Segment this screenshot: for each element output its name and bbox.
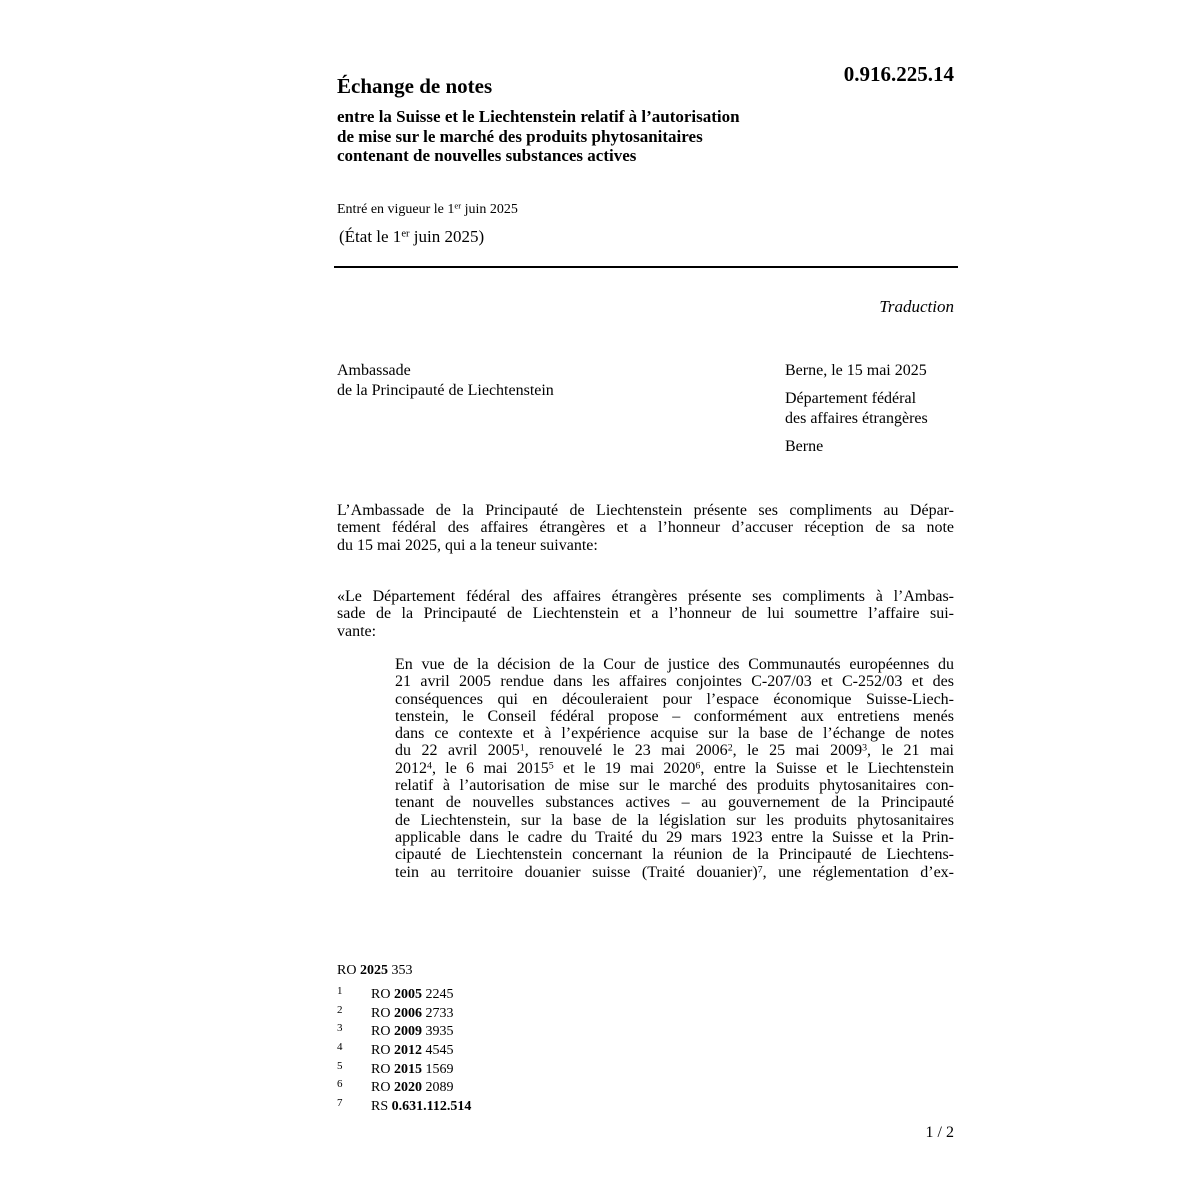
footnote-item: 1 RO 2005 2245 — [337, 985, 454, 1002]
footnote-ref[interactable]: 5 — [548, 760, 554, 772]
footnote-ref[interactable]: 3 — [862, 743, 868, 755]
official-compilation-reference: RO 2025 353 — [337, 963, 413, 978]
footnote-item: 5 RO 2015 1569 — [337, 1059, 454, 1077]
footnotes — [337, 984, 471, 1114]
recipient-department: Département fédéral des affaires étrangères — [785, 390, 928, 427]
document-subtitle — [337, 107, 837, 166]
paragraph-acknowledgement: L’Ambassade de la Principauté de Liechtenstein présente ses compliments au Dépar- tement fédéral des affaires étrangères et a l’honneur d’accuser réception de sa note du 15 mai 2025, qui a la teneur suivante: — [337, 502, 954, 554]
subtitle-line: entre la Suisse et le Liechtenstein relatif à l’autorisation — [337, 107, 740, 126]
sender-line: de la Principauté de Liechtenstein — [337, 382, 554, 399]
subtitle-line: contenant de nouvelles substances actives — [337, 146, 637, 165]
letter-date: Berne, le 15 mai 2025 — [785, 362, 927, 379]
sender-block — [337, 361, 554, 401]
footnote-ref[interactable]: 6 — [695, 760, 701, 772]
document-number: 0.916.225.14 — [843, 62, 954, 86]
footnote-item: 2 RO 2006 2733 — [337, 1003, 454, 1021]
footnote-item: 4 RO 2012 4545 — [337, 1040, 454, 1058]
footnote-item: 7 RS 0.631.112.514 — [337, 1096, 472, 1114]
page-number: 1 / 2 — [925, 1124, 954, 1141]
translation-label: Traduction — [879, 297, 954, 316]
footnote-item: 3 RO 2009 3935 — [337, 1022, 454, 1040]
recipient-city: Berne — [785, 438, 824, 455]
entry-into-force: Entré en vigueur le 1er juin 2025 — [337, 200, 518, 217]
header-divider — [334, 266, 958, 268]
subtitle-line: de mise sur le marché des produits phytosanitaires — [337, 126, 703, 146]
document-title: Échange de notes — [337, 74, 493, 98]
footnote-ref[interactable]: 4 — [427, 760, 432, 772]
paragraph-indented-proposal: En vue de la décision de la Cour de justice des Communautés européennes du 21 avril 2005 rendue dans les affaires conjointes C-207/03 et C-252/03 et des conséquences qui en découleraient pour l’espace économique Suisse-Liech- tenstein, le Conseil fédéral propose – conformément aux entretiens menés dans ce contexte et à l’expérience acquise sur la base de l’échange de notes du 22 avril 2005$^1$, renouvelé le 23 mai 2006$^2$, le 25 mai 2009$^3$, le 21 mai 2012$^4$, le 6 mai 2015$^5$ et le 19 mai 2020$^6$, entre la Suisse et le Liechtenstein relatif à l’autorisation de mise sur le marché des produits phytosanitaires con- tenant de nouvelles substances actives – au gouvernement de la Principauté de Liechtenstein, sur la base de la législation sur les produits phytosanitaires applicable dans le cadre du Traité du 29 mars 1923 entre la Suisse et la Prin- cipauté de Liechtenstein concernant la réunion de la Principauté de Liechtens- tein au territoire douanier suisse (Traité douanier)$^7$, une réglementation d’ex- — [395, 656, 954, 881]
footnote-ref[interactable]: 2 — [727, 743, 733, 755]
footnote-item: 6 RO 2020 2089 — [337, 1078, 454, 1096]
sender-line: Ambassade — [337, 362, 411, 379]
footnote-ref[interactable]: 7 — [757, 864, 763, 876]
paragraph-quoted-note-intro: «Le Département fédéral des affaires étrangères présente ses compliments à l’Ambas- sade de la Principauté de Liechtenstein et a l’honneur de lui soumettre l’affaire sui- vante: — [337, 588, 954, 640]
state-date: (État le 1er juin 2025) — [339, 227, 485, 246]
footnote-ref[interactable]: 1 — [519, 743, 525, 755]
recipient-block — [785, 361, 928, 457]
